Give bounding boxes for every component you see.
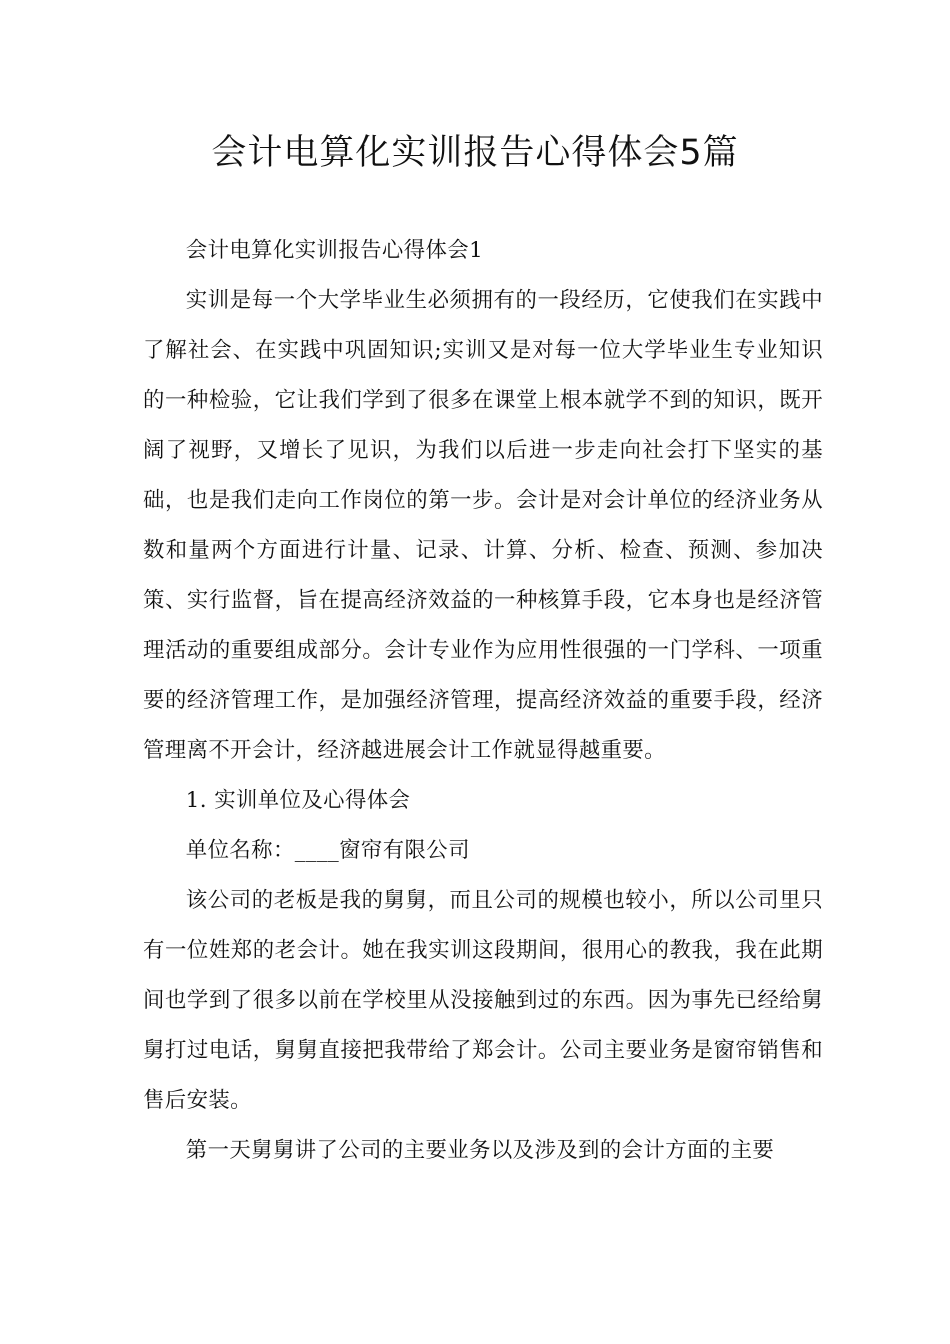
list-item-heading: 1. 实训单位及心得体会 bbox=[185, 788, 411, 813]
paragraph-intro: 实训是每一个大学毕业生必须拥有的一段经历，它使我们在实践中了解社会、在实践中巩固知识;实训又是对每一位大学毕业生专业知识的一种检验，它让我们学到了很多在课堂上根本就学不到的知识，既开阔了视野，又增长了见识，为我们以后进一步走向社会打下坚实的基础，也是我们走向工作岗位的第一步。会计是对会计单位的经济业务从数和量两个方面进行计量、记录、计算、分析、检查、预测、参加决策、实行监督，旨在提高经济效益的一种核算手段，它本身也是经济管理活动的重要组成部分。会计专业作为应用性很强的一门学科、一项重要的经济管理工作，是加强经济管理，提高经济效益的重要手段，经济管理离不开会计，经济越进展会计工作就显得越重要。 bbox=[143, 288, 823, 763]
document-title: 会计电算化实训报告心得体会5篇 bbox=[211, 133, 739, 173]
document-body bbox=[143, 226, 823, 1176]
company-name-line: 单位名称：____窗帘有限公司 bbox=[185, 838, 470, 863]
paragraph-company: 该公司的老板是我的舅舅，而且公司的规模也较小，所以公司里只有一位姓郑的老会计。她在我实训这段期间，很用心的教我，我在此期间也学到了很多以前在学校里从没接触到过的东西。因为事先已经给舅舅打过电话，舅舅直接把我带给了郑会计。公司主要业务是窗帘销售和售后安装。 bbox=[143, 888, 823, 1113]
section-heading: 会计电算化实训报告心得体会1 bbox=[185, 238, 484, 263]
paragraph-first-day: 第一天舅舅讲了公司的主要业务以及涉及到的会计方面的主要 bbox=[185, 1138, 775, 1163]
